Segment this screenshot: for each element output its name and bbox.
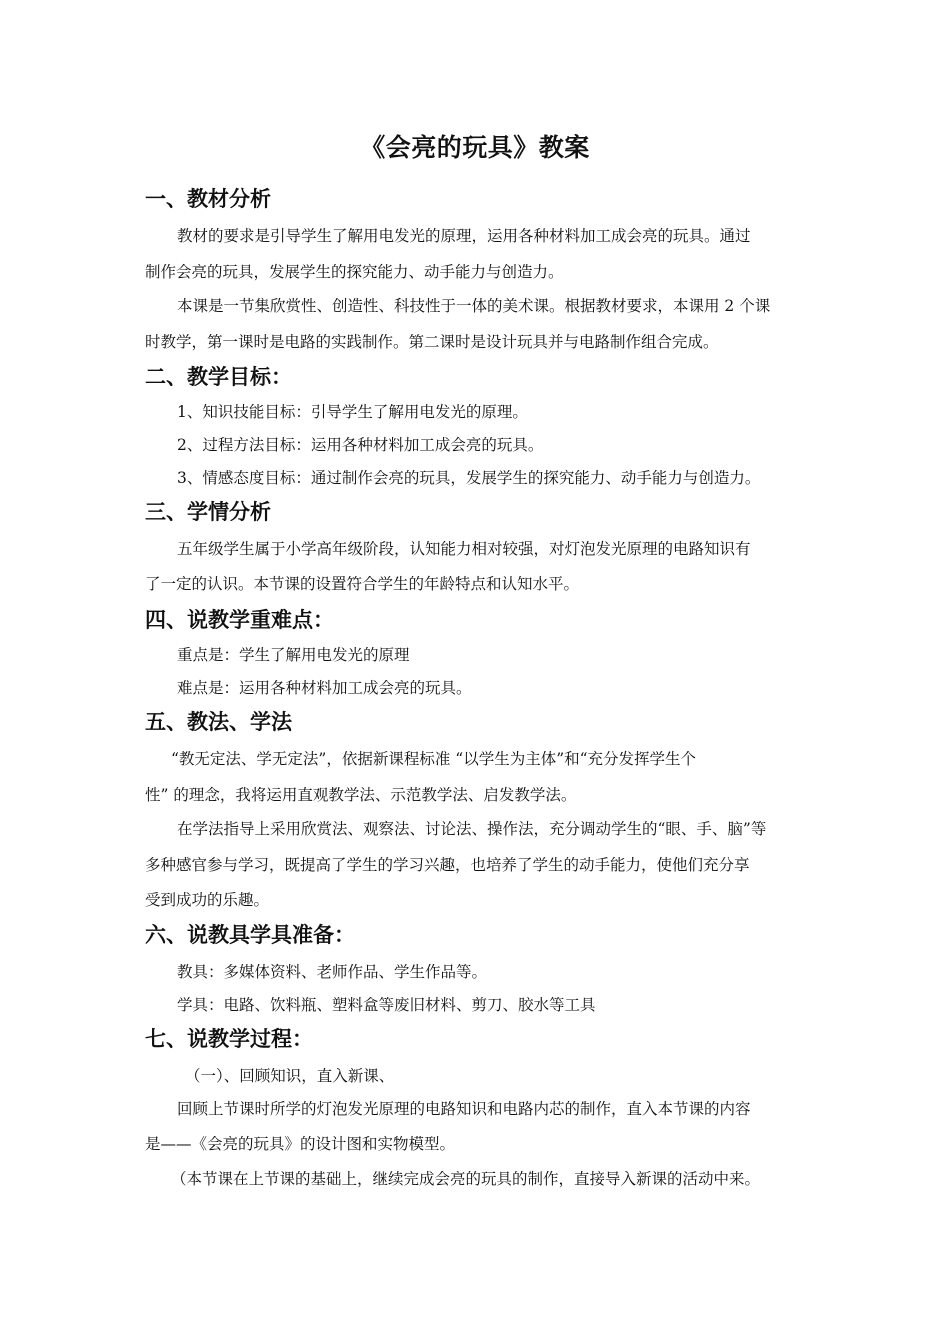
paragraph-line: 多种感官参与学习，既提高了学生的学习兴趣，也培养了学生的动手能力，使他们充分享 xyxy=(145,856,750,874)
paragraph-line: 在学法指导上采用欣赏法、观察法、讨论法、操作法，充分调动学生的“眼、手、脑”等 xyxy=(177,820,767,838)
paragraph-line: 教具：多媒体资料、老师作品、学生作品等。 xyxy=(177,963,488,981)
paragraph-line: “教无定法、学无定法”，依据新课程标准 “以学生为主体”和“充分发挥学生个 xyxy=(171,750,697,768)
list-item: 1、知识技能目标：引导学生了解用电发光的原理。 xyxy=(177,403,528,421)
paragraph-line: 是——《会亮的玩具》的设计图和实物模型。 xyxy=(145,1135,456,1153)
paragraph-line: 回顾上节课时所学的灯泡发光原理的电路知识和电路内芯的制作，直入本节课的内容 xyxy=(177,1100,751,1118)
document-title: 《会亮的玩具》教案 xyxy=(360,133,590,162)
paragraph-line: 性” 的理念，我将运用直观教学法、示范教学法、启发教学法。 xyxy=(145,786,577,804)
paragraph-line: 难点是：运用各种材料加工成会亮的玩具。 xyxy=(177,679,472,697)
subsection-title: （一）、回顾知识，直入新课、 xyxy=(185,1067,395,1085)
section-heading-7: 七、说教学过程： xyxy=(145,1026,313,1051)
section-heading-3: 三、学情分析 xyxy=(145,499,271,524)
paragraph-line: 重点是：学生了解用电发光的原理 xyxy=(177,646,410,664)
paragraph-line: 教材的要求是引导学生了解用电发光的原理，运用各种材料加工成会亮的玩具。通过 xyxy=(177,227,751,245)
section-heading-5: 五、教法、学法 xyxy=(145,709,292,734)
list-item: 2、过程方法目标：运用各种材料加工成会亮的玩具。 xyxy=(177,436,544,454)
paragraph-line: 了一定的认识。本节课的设置符合学生的年龄特点和认知水平。 xyxy=(145,575,580,593)
paragraph-line: 本课是一节集欣赏性、创造性、科技性于一体的美术课。根据教材要求，本课用 2 个课 xyxy=(177,297,771,315)
section-heading-6: 六、说教具学具准备： xyxy=(145,922,355,947)
list-item: 3、情感态度目标：通过制作会亮的玩具，发展学生的探究能力、动手能力与创造力。 xyxy=(177,469,761,487)
section-heading-4: 四、说教学重难点： xyxy=(145,607,334,632)
paragraph-line: （本节课在上节课的基础上，继续完成会亮的玩具的制作，直接导入新课的活动中来。 xyxy=(171,1170,761,1188)
paragraph-line: 五年级学生属于小学高年级阶段，认知能力相对较强，对灯泡发光原理的电路知识有 xyxy=(177,540,751,558)
paragraph-line: 制作会亮的玩具，发展学生的探究能力、动手能力与创造力。 xyxy=(145,263,564,281)
paragraph-line: 学具：电路、饮料瓶、塑料盒等废旧材料、剪刀、胶水等工具 xyxy=(177,996,596,1014)
section-heading-2: 二、教学目标： xyxy=(145,364,292,389)
paragraph-line: 时教学，第一课时是电路的实践制作。第二课时是设计玩具并与电路制作组合完成。 xyxy=(145,333,719,351)
paragraph-line: 受到成功的乐趣。 xyxy=(145,891,270,909)
section-heading-1: 一、教材分析 xyxy=(145,186,271,211)
